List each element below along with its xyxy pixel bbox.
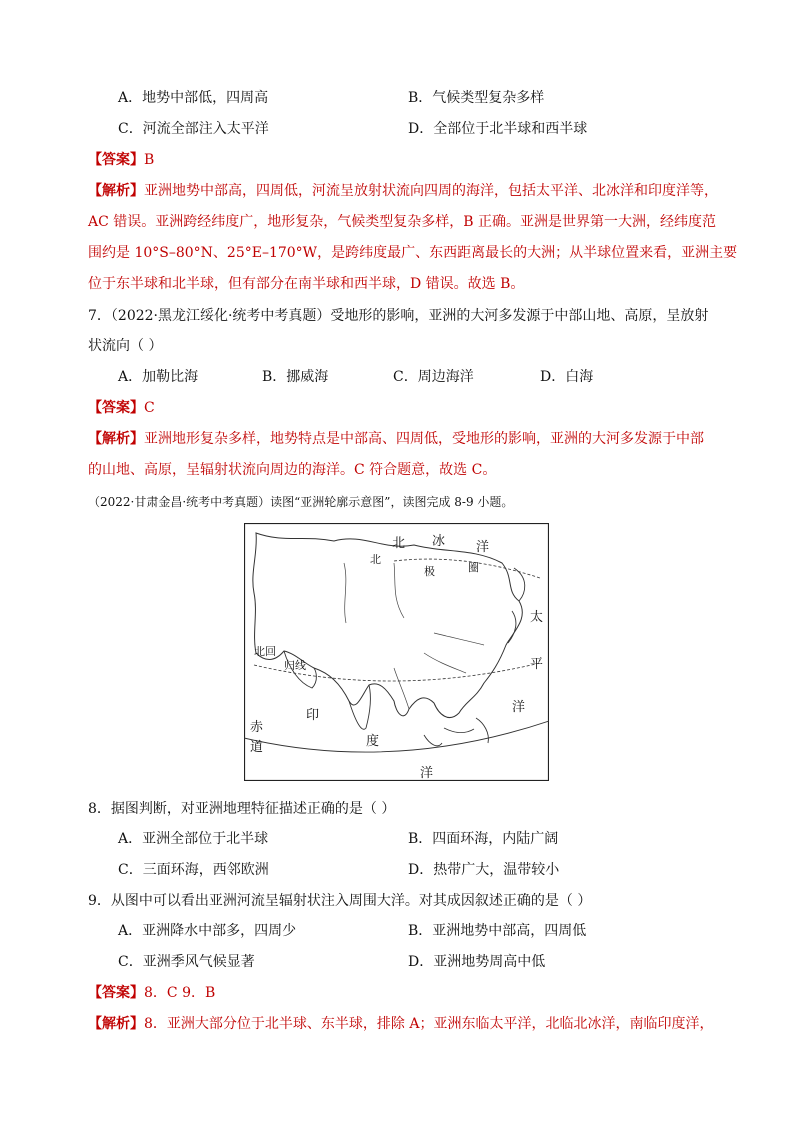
label-pacific-ping: 平 <box>530 657 544 672</box>
q6-option-b: B．气候类型复杂多样 <box>408 90 545 106</box>
q6-option-a: A．地势中部低，四周高 <box>118 90 269 106</box>
label-arctic-ji: 极 <box>424 565 435 578</box>
q6-analysis-line-1 <box>88 181 718 201</box>
label-ice: 冰 <box>432 534 446 549</box>
label-pacific-yang: 洋 <box>512 700 526 715</box>
q6-analysis-line-2: AC 错误。亚洲跨经纬度广，地形复杂，气候类型复杂多样，B 正确。亚洲是世界第一大洲，经纬度范 <box>88 214 717 230</box>
label-north: 北 <box>392 536 406 551</box>
asia-outline-map <box>244 523 549 781</box>
q6-option-c: C．河流全部注入太平洋 <box>118 121 269 137</box>
q9-option-b: B．亚洲地势中部高，四周低 <box>408 923 587 939</box>
q7-stem-line-2: 状流向（ ） <box>88 338 163 354</box>
q7-option-d: D．白海 <box>540 369 594 385</box>
label-indian-yang: 洋 <box>420 766 434 781</box>
label-indian-yin: 印 <box>306 708 320 723</box>
q89-intro: （2022·甘肃金昌·统考中考真题）读图“亚洲轮廓示意图”，读图完成 8-9 小题。 <box>88 495 514 509</box>
q6-analysis-line-4: 位于东半球和北半球，但有部分在南半球和西半球，D 错误。故选 B。 <box>88 276 525 292</box>
label-equator-chi: 赤 <box>250 720 264 735</box>
label-equator-dao: 道 <box>250 740 264 755</box>
q8-option-c: C．三面环海，西邻欧洲 <box>118 862 269 878</box>
label-indian-du: 度 <box>366 734 380 749</box>
q6-analysis-line-3: 围约是 10°S–80°N、25°E–170°W，是跨纬度最广、东西距离最长的大洲；从半球位置来看，亚洲主要 <box>88 245 738 261</box>
label-tropic-2: 归线 <box>284 659 306 672</box>
label-arctic-north: 北 <box>370 553 381 566</box>
q6-answer <box>88 150 154 170</box>
q7-analysis-line-2: 的山地、高原，呈辐射状流向周边的海洋。C 符合题意，故选 C。 <box>88 462 497 478</box>
q9-option-d: D．亚洲地势周高中低 <box>408 954 546 970</box>
answer-value: C <box>144 400 155 416</box>
answer-tag: 【答案】 <box>88 152 144 168</box>
answer-tag: 【答案】 <box>88 400 144 416</box>
q7-answer <box>88 398 155 418</box>
analysis-text: 亚洲地势中部高，四周低，河流呈放射状流向四周的海洋，包括太平洋、北冰洋和印度洋等， <box>144 183 718 199</box>
analysis-tag: 【解析】 <box>88 183 144 199</box>
q6-option-d: D．全部位于北半球和西半球 <box>408 121 588 137</box>
label-arctic-quan: 圈 <box>468 561 479 574</box>
q9-option-c: C．亚洲季风气候显著 <box>118 954 255 970</box>
analysis-text: 亚洲地形复杂多样，地势特点是中部高、四周低，受地形的影响，亚洲的大河多发源于中部 <box>144 431 704 447</box>
label-pacific-tai: 太 <box>530 610 544 625</box>
q7-stem-line-1: 7．（2022·黑龙江绥化·统考中考真题）受地形的影响，亚洲的大河多发源于中部山地、高原，呈放射 <box>88 308 709 324</box>
answer-value: 8．C 9．B <box>144 985 216 1001</box>
q7-option-a: A．加勒比海 <box>118 369 199 385</box>
label-tropic-1: 北回 <box>254 645 276 658</box>
answer-value: B <box>144 152 155 168</box>
q7-option-b: B．挪威海 <box>262 369 329 385</box>
q89-answer <box>88 983 215 1003</box>
answer-tag: 【答案】 <box>88 985 144 1001</box>
analysis-text: 8．亚洲大部分位于北半球、东半球，排除 A；亚洲东临太平洋，北临北冰洋，南临印度洋， <box>144 1016 714 1032</box>
q8-option-b: B．四面环海，内陆广阔 <box>408 831 559 847</box>
q8-option-d: D．热带广大，温带较小 <box>408 862 560 878</box>
label-ocean-arctic: 洋 <box>476 540 490 555</box>
q8-stem: 8．据图判断，对亚洲地理特征描述正确的是（ ） <box>88 801 396 817</box>
q9-stem: 9．从图中可以看出亚洲河流呈辐射状注入周围大洋。对其成因叙述正确的是（ ） <box>88 893 592 909</box>
analysis-tag: 【解析】 <box>88 431 144 447</box>
q7-option-c: C．周边海洋 <box>393 369 474 385</box>
q8-option-a: A．亚洲全部位于北半球 <box>118 831 269 847</box>
analysis-tag: 【解析】 <box>88 1016 144 1032</box>
q89-analysis-line-1 <box>88 1014 713 1034</box>
q9-option-a: A．亚洲降水中部多，四周少 <box>118 923 297 939</box>
q7-analysis-line-1 <box>88 429 704 449</box>
